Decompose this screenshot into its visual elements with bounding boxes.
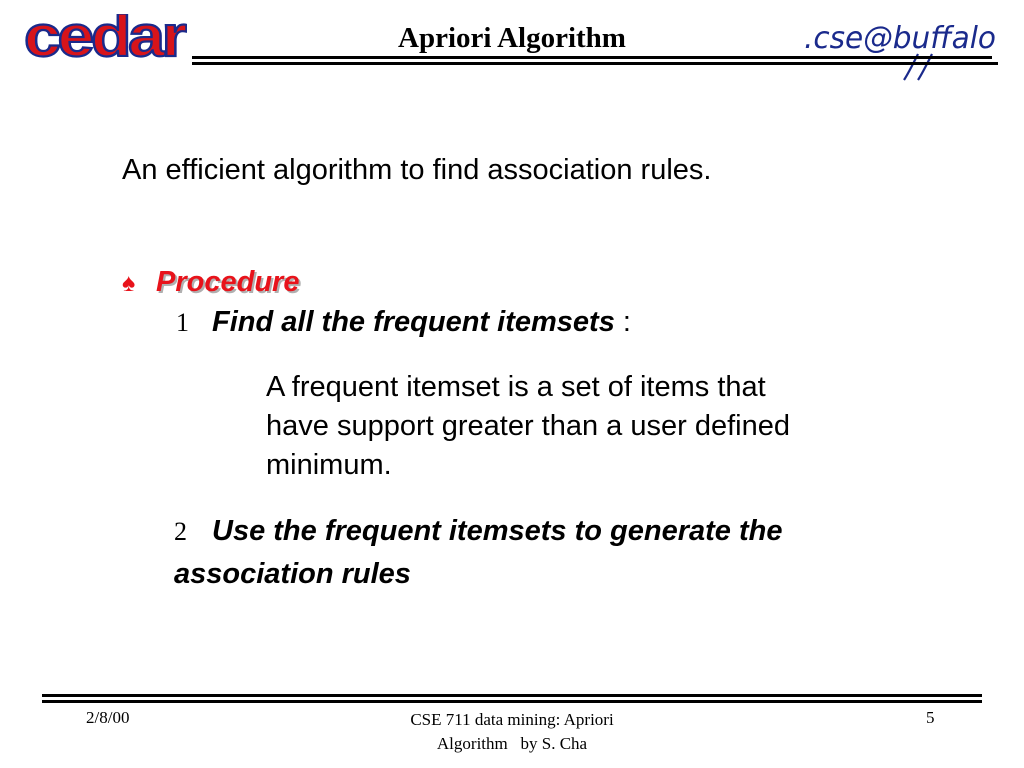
footer-rule — [42, 700, 982, 703]
frequent-itemset-definition — [266, 368, 916, 485]
step-number: 2 — [174, 517, 187, 546]
slide-title: Apriori Algorithm — [398, 22, 626, 54]
svg-text:cedar: cedar — [24, 14, 187, 64]
step-title: Use the frequent itemsets to generate the — [212, 515, 783, 547]
procedure-heading — [122, 266, 299, 299]
svg-text:.cse@buffalo: .cse@buffalo — [804, 21, 996, 56]
definition-line: minimum. — [266, 449, 392, 481]
footer-rule — [42, 694, 982, 697]
step-title: Find all the frequent itemsets — [212, 306, 615, 338]
header-rule — [192, 62, 998, 65]
step-1 — [176, 306, 631, 339]
cse-buffalo-logo — [800, 10, 1002, 82]
procedure-label: Procedure — [156, 266, 300, 298]
header-rule — [192, 56, 992, 59]
footer-caption-line: Algorithm by S. Cha — [436, 734, 588, 753]
footer-caption-line: CSE 711 data mining: Apriori — [410, 710, 614, 729]
step-suffix: : — [614, 306, 631, 338]
footer-date: 2/8/00 — [86, 708, 130, 727]
footer-caption — [360, 708, 664, 756]
step-title: association rules — [174, 558, 411, 590]
intro-text: An efficient algorithm to find association rules. — [122, 154, 712, 186]
step-number: 1 — [176, 308, 189, 337]
page-number: 5 — [926, 708, 935, 727]
definition-line: A frequent itemset is a set of items that — [266, 371, 766, 403]
spade-icon: ♠ — [122, 269, 136, 297]
definition-line: have support greater than a user defined — [266, 410, 790, 442]
step-2 — [174, 510, 934, 595]
